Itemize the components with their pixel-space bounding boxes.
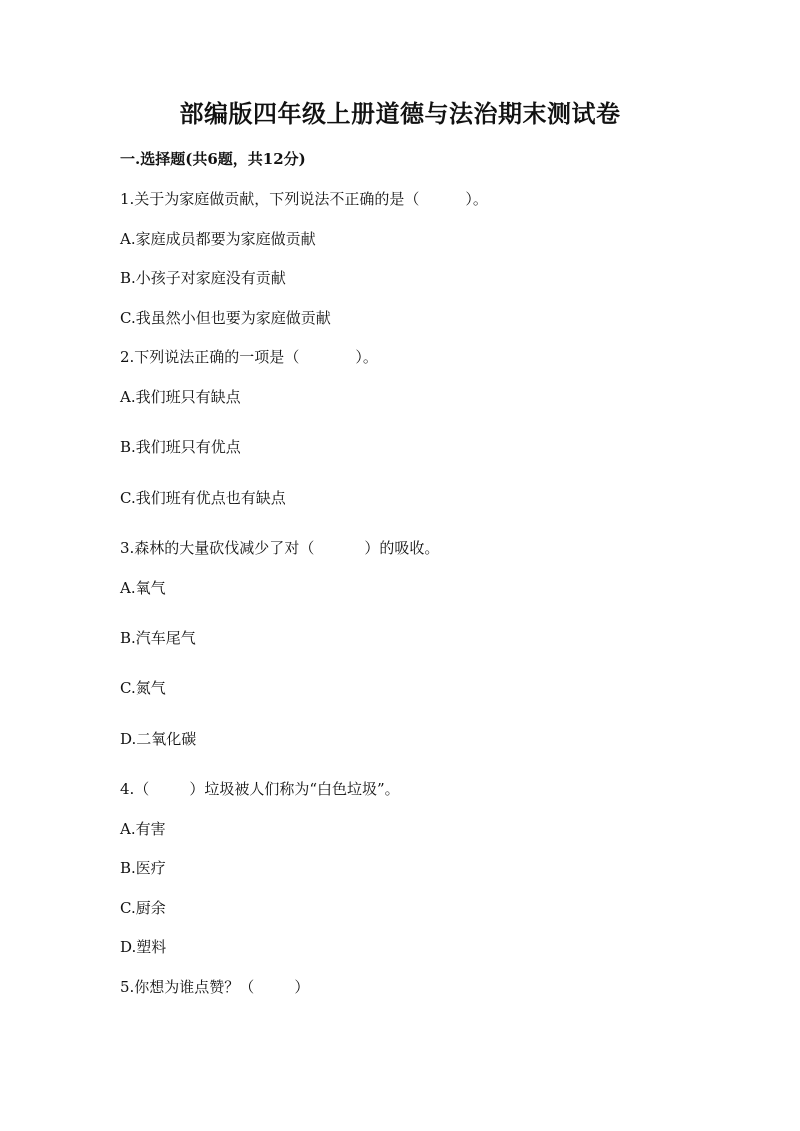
question-4-option-d: D.塑料 xyxy=(120,938,167,956)
question-1-stem-before: 1.关于为家庭做贡献，下列说法不正确的是（ xyxy=(120,190,420,208)
question-4-option-b: B.医疗 xyxy=(120,859,166,877)
question-2-stem-before: 2.下列说法正确的一项是（ xyxy=(120,348,300,366)
question-2-option-b: B.我们班只有优点 xyxy=(120,438,241,456)
question-3-stem xyxy=(120,537,439,558)
question-2-stem xyxy=(120,346,378,367)
question-4-stem-before: 4.（ xyxy=(120,780,150,798)
question-4-stem-after: ）垃圾被人们称为“白色垃圾”。 xyxy=(189,780,400,798)
question-1-option-a: A.家庭成员都要为家庭做贡献 xyxy=(120,230,316,248)
question-3-stem-before: 3.森林的大量砍伐减少了对（ xyxy=(120,539,315,557)
question-3-stem-after: ）的吸收。 xyxy=(364,539,440,557)
question-2-stem-after: ）。 xyxy=(355,348,378,366)
question-5-stem-after: ） xyxy=(294,978,310,996)
document-title: 部编版四年级上册道德与法治期末测试卷 xyxy=(179,99,621,128)
question-1-option-b: B.小孩子对家庭没有贡献 xyxy=(120,269,286,287)
question-4-stem xyxy=(120,778,400,799)
question-2-option-c: C.我们班有优点也有缺点 xyxy=(120,489,286,507)
question-3-option-a: A.氧气 xyxy=(120,579,166,597)
question-2-option-a: A.我们班只有缺点 xyxy=(120,388,241,406)
question-5-stem-before: 5.你想为谁点赞？（ xyxy=(120,978,255,996)
question-3-option-c: C.氮气 xyxy=(120,679,166,697)
question-4-option-c: C.厨余 xyxy=(120,899,166,917)
question-3-option-b: B.汽车尾气 xyxy=(120,629,196,647)
question-1-stem xyxy=(120,188,488,209)
question-1-stem-after: ）。 xyxy=(465,190,488,208)
question-5-stem xyxy=(120,976,309,997)
section-heading: 一.选择题(共6题，共12分) xyxy=(120,150,306,168)
question-1-option-c: C.我虽然小但也要为家庭做贡献 xyxy=(120,309,331,327)
question-3-option-d: D.二氧化碳 xyxy=(120,730,197,748)
question-4-option-a: A.有害 xyxy=(120,820,166,838)
